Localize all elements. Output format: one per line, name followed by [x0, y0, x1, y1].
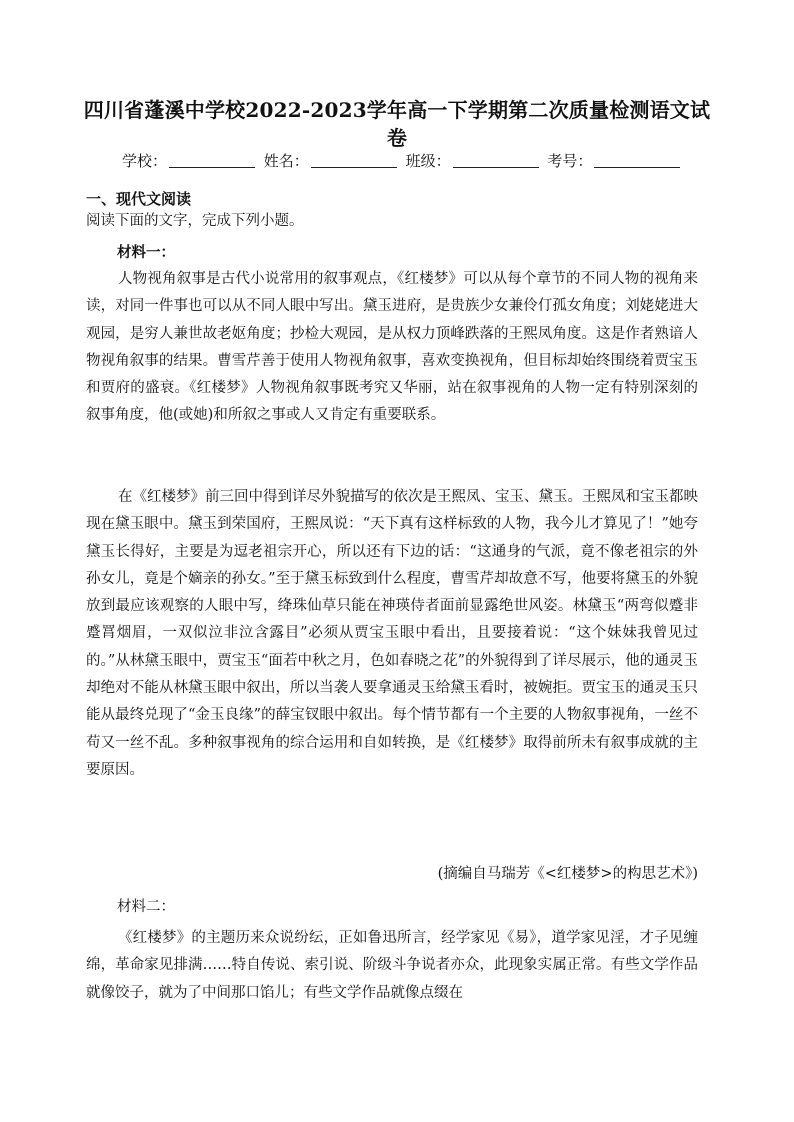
name-blank: [311, 153, 397, 168]
material1-paragraph1: 人物视角叙事是古代小说常用的叙事观点，《红楼梦》可以从每个章节的不同人物的视角来读，对同一件事也可以从不同人眼中写出。黛玉进府，是贵族少女兼伶仃孤女角度；刘姥姥进大观园，是穷人兼世故老妪角度；抄检大观园，是从权力顶峰跌落的王熙凤角度。这是作者熟谙人物视角叙事的结果。曹雪芹善于使用人物视角叙事，喜欢变换视角，但目标却始终围绕着贾宝玉和贾府的盛衰。《红楼梦》人物视角叙事既考究又华丽，站在叙事视角的人物一定有特别深刻的叙事角度，他(或她)和所叙之事或人又肯定有重要联系。: [86, 271, 698, 424]
class-label: 班级：: [405, 152, 451, 170]
class-blank: [453, 153, 539, 168]
number-label: 考号：: [547, 152, 593, 170]
material1-source: (摘编自马瑞芳《<红楼梦>的构思艺术》): [437, 866, 698, 882]
section-heading: 一、现代文阅读: [86, 190, 192, 208]
material1-paragraph2: 在《红楼梦》前三回中得到详尽外貌描写的依次是王熙凤、宝玉、黛玉。王熙凤和宝玉都映现在黛玉眼中。黛玉到荣国府，王熙凤说：“天下真有这样标致的人物，我今儿才算见了！”她夸黛玉长得好，主要是为逗老祖宗开心，所以还有下边的话：“这通身的气派，竟不像老祖宗的外孙女儿，竟是个嫡亲的孙女。”至于黛玉标致到什么程度，曹雪芹却故意不写，他要将黛玉的外貌放到最应该观察的人眼中写，绛珠仙草只能在神瑛侍者面前显露绝世风姿。林黛玉“两弯似蹙非蹙罥烟眉，一双似泣非泣含露目”必须从贾宝玉眼中看出，且要接着说：“这个妹妹我曾见过的。”从林黛玉眼中，贾宝玉“面若中秋之月，色如春晓之花”的外貌得到了详尽展示，他的通灵玉却绝对不能从林黛玉眼中叙出，所以当袭人要拿通灵玉给黛玉看时，被婉拒。贾宝玉的通灵玉只能从最终兑现了“金玉良缘”的薛宝钗眼中叙出。每个情节都有一个主要的人物叙事视角，一丝不苟又一丝不乱。多种叙事视角的综合运用和自如转换，是《红楼梦》取得前所未有叙事成就的主要原因。: [86, 489, 698, 778]
material2-label: 材料二：: [117, 899, 175, 915]
instruction-text: 阅读下面的文字，完成下列小题。: [86, 213, 304, 229]
school-label: 学校：: [122, 152, 168, 170]
number-blank: [594, 153, 680, 168]
material1-label: 材料一：: [117, 244, 175, 261]
page-title: 四川省蓬溪中学校2022-2023学年高一下学期第二次质量检测语文试卷: [83, 98, 711, 150]
student-info-line: [122, 150, 684, 171]
school-blank: [169, 153, 255, 168]
material2-paragraph1: 《红楼梦》的主题历来众说纷纭，正如鲁迅所言，经学家见《易》，道学家见淫，才子见缠绵，革命家见排满……特自传说、索引说、阶级斗争说者亦众，此现象实属正常。有些文学作品就像饺子，就为了中间那口馅儿；有些文学作品就像点缀在: [86, 930, 698, 1001]
name-label: 姓名：: [263, 152, 309, 170]
